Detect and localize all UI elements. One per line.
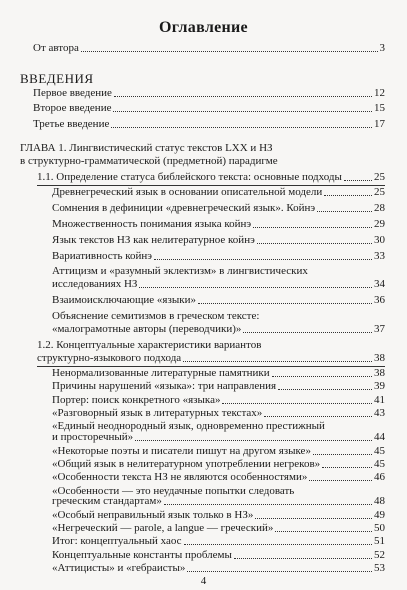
toc-entry-text: «Особый неправильный язык только в НЗ» [52, 508, 254, 521]
toc-page-number: 38 [374, 352, 385, 364]
leader-dots [264, 416, 372, 417]
toc-entry-text: Итог: концептуальный хаос [52, 535, 182, 548]
leader-dots [243, 332, 372, 333]
toc-entry-text: Первое введение [33, 87, 112, 99]
toc-entry[interactable] [52, 471, 385, 484]
toc-entry[interactable] [52, 202, 385, 215]
toc-entry[interactable] [52, 234, 385, 247]
leader-dots [324, 195, 372, 196]
toc-entry-section-1-2[interactable] [37, 352, 385, 365]
toc-entry-text: «Разговорный язык в литературных текстах» [52, 407, 263, 419]
leader-dots [222, 403, 372, 404]
leader-dots [257, 243, 372, 244]
leader-dots [198, 303, 372, 304]
toc-entry-intro-3[interactable] [33, 118, 385, 131]
toc-entry-text: структурно-языкового подхода [37, 352, 182, 364]
toc-entry-text: Причины нарушений «языка»: три направления [52, 380, 277, 393]
leader-dots [278, 389, 372, 390]
leader-dots [322, 467, 372, 468]
leader-dots [135, 440, 372, 441]
toc-entry[interactable] [52, 186, 385, 199]
toc-entry-text: От автора [33, 42, 79, 54]
toc-entry[interactable] [52, 535, 385, 548]
leader-dots [187, 571, 372, 572]
leader-dots [313, 454, 372, 455]
page-number: 4 [200, 575, 207, 587]
toc-page-number: 38 [374, 367, 385, 379]
toc-page-number: 51 [374, 535, 385, 548]
page-title: Оглавление [159, 19, 248, 36]
toc-page-number: 45 [374, 457, 385, 470]
toc-entry-atticism[interactable] [52, 278, 385, 291]
leader-dots [164, 504, 372, 505]
toc-entry-text: «Аттицисты» и «гебраисты» [52, 562, 186, 574]
toc-page-number: 37 [374, 323, 385, 335]
leader-dots [113, 111, 372, 112]
toc-page-number: 46 [374, 471, 385, 484]
toc-page-number: 43 [374, 407, 385, 419]
leader-dots [309, 480, 372, 481]
toc-entry-text: Вариативность койнэ [52, 250, 152, 262]
toc-page-number: 39 [374, 380, 385, 393]
toc-entry-intro-1[interactable] [33, 87, 385, 100]
toc-entry[interactable] [52, 250, 385, 263]
toc-page-number: 36 [374, 294, 385, 306]
toc-entry-text: Третье введение [33, 118, 110, 130]
toc-entry-text: Сомнения в дефиниции «древнегреческий язык». Койнэ [52, 202, 316, 214]
toc-entry-text: Древнегреческий язык в основании описательной модели [52, 186, 323, 198]
chapter-heading-line-2: в структурно-грамматической (предметной) парадигме [20, 155, 278, 167]
leader-dots [183, 361, 372, 362]
toc-page-number: 53 [374, 562, 385, 574]
toc-entry-text: исследованиях НЗ [52, 278, 138, 290]
leader-dots [81, 51, 378, 52]
toc-entry[interactable] [52, 367, 385, 380]
toc-entry[interactable] [52, 458, 385, 471]
toc-page-number: 3 [379, 42, 385, 54]
toc-page-number: 52 [374, 548, 385, 561]
toc-entry-section-1-1[interactable] [37, 171, 385, 184]
leader-dots [111, 127, 372, 128]
toc-page-number: 25 [374, 186, 385, 198]
toc-entry-text: Взаимоисключающие «языки» [52, 294, 196, 306]
toc-entry[interactable] [52, 394, 385, 407]
toc-page-number: 41 [374, 393, 385, 406]
toc-page-number: 15 [374, 102, 385, 114]
toc-page-number: 45 [374, 444, 385, 457]
toc-entry-text: Ненормализованные литературные памятники [52, 367, 270, 379]
toc-entry[interactable] [52, 380, 385, 393]
toc-entry-text: Язык текстов НЗ как нелитературное койнэ [52, 234, 255, 246]
toc-entry-text: «Некоторые поэты и писатели пишут на другом языке» [52, 444, 311, 457]
leader-dots [114, 96, 372, 97]
toc-entry[interactable] [52, 509, 385, 522]
toc-page-number: 25 [374, 171, 385, 183]
leader-dots [344, 180, 372, 181]
toc-entry-text: греческим стандартам» [52, 495, 162, 508]
toc-page-number: 34 [374, 278, 385, 290]
leader-dots [253, 227, 372, 228]
toc-page-number: 48 [374, 495, 385, 508]
toc-entry-text: Объяснение семитизмов в греческом тексте: [52, 310, 260, 322]
leader-dots [255, 518, 372, 519]
toc-entry-text: «Особенности — это неудачные попытки следовать [52, 484, 295, 497]
toc-page-number: 12 [374, 87, 385, 99]
section-heading-intro: ВВЕДЕНИЯ [20, 71, 94, 86]
toc-entry[interactable] [52, 407, 385, 420]
toc-page-number: 50 [374, 522, 385, 534]
toc-entry-intro-2[interactable] [33, 102, 385, 115]
toc-page-number: 33 [374, 250, 385, 262]
leader-dots [234, 558, 372, 559]
toc-entry-text: «Негреческий — parole, а langue — греческий» [52, 522, 274, 534]
toc-entry-text: Множественность понимания языка койнэ [52, 218, 252, 230]
toc-entry-text: Второе введение [33, 102, 112, 114]
toc-page-number: 29 [374, 218, 385, 230]
toc-entry-author[interactable] [33, 42, 385, 55]
toc-entry[interactable] [52, 522, 385, 535]
toc-entry-text: «Общий язык в нелитературном употреблении негреков» [52, 457, 321, 470]
leader-dots [317, 211, 372, 212]
chapter-heading-line-1: ГЛАВА 1. Лингвистический статус текстов LXX и НЗ [20, 142, 273, 154]
toc-entry-semitisms[interactable] [52, 323, 385, 336]
toc-entry-text: и просторечный» [52, 431, 134, 444]
toc-entry-exclusive[interactable] [52, 294, 385, 307]
toc-entry-text: «Особенности текста НЗ не являются особенностями» [52, 471, 308, 484]
toc-entry-text: Аттицизм и «разумный эклектизм» в лингвистических [52, 265, 308, 277]
toc-entry-text: 1.1. Определение статуса библейского текста: основные подходы [37, 171, 342, 183]
toc-entry-text: «Единый неоднородный язык, одновременно престижный [52, 420, 325, 433]
toc-entry-features[interactable] [52, 495, 385, 508]
toc-page-number: 17 [374, 118, 385, 130]
leader-dots [154, 259, 372, 260]
leader-dots [184, 544, 372, 545]
toc-entry-text: 1.2. Концептуальные характеристики вариантов [37, 339, 262, 351]
leader-dots [272, 376, 372, 377]
toc-entry-text: Портер: поиск конкретного «языка» [52, 393, 221, 406]
toc-page-number: 28 [374, 202, 385, 214]
toc-entry-text: «малограмотные авторы (переводчики)» [52, 323, 242, 335]
toc-entry[interactable] [52, 445, 385, 458]
toc-entry[interactable] [52, 218, 385, 231]
leader-dots [275, 531, 372, 532]
toc-entry[interactable] [52, 549, 385, 562]
toc-entry-unified[interactable] [52, 431, 385, 444]
toc-page-number: 30 [374, 234, 385, 246]
toc-entry[interactable] [52, 562, 385, 575]
leader-dots [139, 287, 372, 288]
toc-page-number: 44 [374, 431, 385, 444]
toc-entry-text: Концептуальные константы проблемы [52, 548, 232, 561]
toc-page-number: 49 [374, 508, 385, 521]
